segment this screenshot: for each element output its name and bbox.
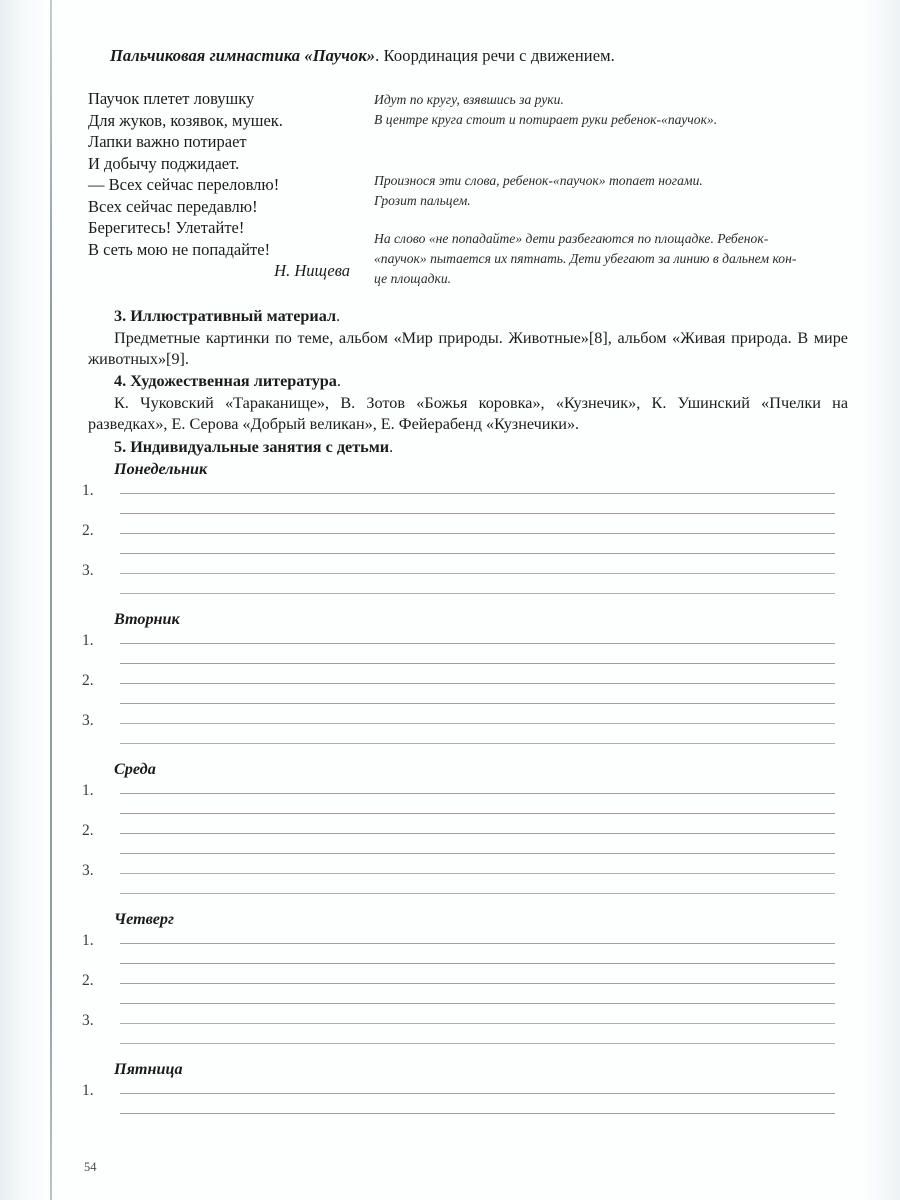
writing-rule [120, 1023, 835, 1024]
poem-line: В сеть мою не попадайте! [88, 239, 271, 259]
writing-rule [120, 1043, 835, 1044]
section-heading [88, 306, 848, 328]
writing-rule [120, 533, 835, 534]
writing-rule [120, 893, 835, 894]
stage-direction-line: Идут по кругу, взявшись за руки. [374, 92, 564, 107]
day-heading: Четверг [114, 910, 174, 928]
writing-rule [120, 643, 835, 644]
writing-rule [120, 553, 835, 554]
section-heading-dot: . [336, 307, 341, 325]
section-illustrative-material [88, 306, 848, 371]
poem-line: Всех сейчас передавлю! [88, 196, 258, 216]
stage-direction-group-a [374, 90, 844, 130]
day-heading: Пятница [114, 1060, 183, 1078]
writing-rule [120, 683, 835, 684]
writing-rule [120, 963, 835, 964]
writing-rule [120, 813, 835, 814]
writing-rule [120, 513, 835, 514]
section-heading-text: 3. Иллюстративный материал [114, 307, 337, 325]
list-item-marker: 1. [82, 1082, 94, 1099]
writing-rule [120, 983, 835, 984]
writing-rule [120, 593, 835, 594]
list-item-marker: 2. [82, 822, 94, 839]
writing-rule [120, 573, 835, 574]
writing-rule [120, 1113, 835, 1114]
writing-rule [120, 1003, 835, 1004]
list-item-marker: 2. [82, 672, 94, 689]
stage-direction-group-b [374, 171, 844, 211]
finger-gymnastics-subtitle: . Координация речи с движением. [375, 46, 615, 65]
list-item-marker: 1. [82, 632, 94, 649]
list-item-marker: 1. [82, 482, 94, 499]
writing-rule [120, 493, 835, 494]
list-item-marker: 3. [82, 562, 94, 579]
stage-direction-line: Произнося эти слова, ребенок-«паучок» топает ногами. [374, 173, 703, 188]
writing-rule [120, 793, 835, 794]
list-item-marker: 3. [82, 712, 94, 729]
list-item-marker: 3. [82, 1012, 94, 1029]
writing-rule [120, 703, 835, 704]
section-literature [88, 371, 848, 436]
writing-rule [120, 743, 835, 744]
stage-direction-line: це площадки. [374, 271, 452, 286]
page-number: 54 [84, 1160, 97, 1174]
stage-direction-line: В центре круга стоит и потирает руки ребенок-«паучок». [374, 112, 718, 127]
writing-rule [120, 663, 835, 664]
poem-line: Берегитесь! Улетайте! [88, 218, 245, 237]
poem-line: Паучок плетет ловушку [88, 89, 255, 108]
finger-gymnastics-title: Пальчиковая гимнастика «Паучок» [110, 46, 376, 65]
writing-rule [120, 1093, 835, 1094]
list-item-marker: 1. [82, 782, 94, 799]
writing-rule [120, 853, 835, 854]
section-body: К. Чуковский «Тараканище», В. Зотов «Божья коровка», «Кузнечик», К. Ушинский «Пчелки на разведках», Е. Серова «Добрый великан», Е. Фейерабенд «Кузнечики». [88, 393, 848, 433]
list-item-marker: 2. [82, 972, 94, 989]
day-heading: Среда [114, 760, 156, 778]
poem-line: И добычу поджидает. [88, 153, 240, 173]
poem-line: — Всех сейчас переловлю! [88, 175, 280, 194]
writing-rule [120, 723, 835, 724]
stage-direction-line: «паучок» пытается их пятнать. Дети убегают за линию в дальнем кон- [374, 251, 797, 266]
stage-direction-line: На слово «не попадайте» дети разбегаются по площадке. Ребенок- [374, 231, 769, 246]
list-item-marker: 1. [82, 932, 94, 949]
list-item-marker: 2. [82, 522, 94, 539]
section-body: Предметные картинки по теме, альбом «Мир природы. Животные»[8], альбом «Живая природа. В мире животных»[9]. [88, 328, 848, 368]
section-heading-text: 4. Художественная литература [114, 372, 337, 390]
section-heading-dot: . [389, 438, 394, 456]
writing-rule [120, 873, 835, 874]
day-heading: Вторник [114, 610, 180, 628]
section-individual-lessons [88, 437, 848, 459]
section-heading [88, 371, 848, 393]
poem-line: Лапки важно потирает [88, 132, 247, 151]
writing-rule [120, 833, 835, 834]
stage-direction-line: Грозит пальцем. [374, 193, 471, 208]
stage-direction-group-c [374, 229, 844, 289]
writing-rule [120, 943, 835, 944]
poem-line: Для жуков, козявок, мушек. [88, 110, 283, 130]
section-heading-dot: . [336, 372, 341, 390]
poem-author: Н. Нищева [274, 261, 350, 280]
section-heading [88, 437, 848, 459]
poem-block [88, 88, 358, 282]
section-heading-text: 5. Индивидуальные занятия с детьми [114, 438, 390, 456]
list-item-marker: 3. [82, 862, 94, 879]
day-heading: Понедельник [114, 460, 208, 478]
finger-gymnastics-heading [110, 45, 850, 67]
